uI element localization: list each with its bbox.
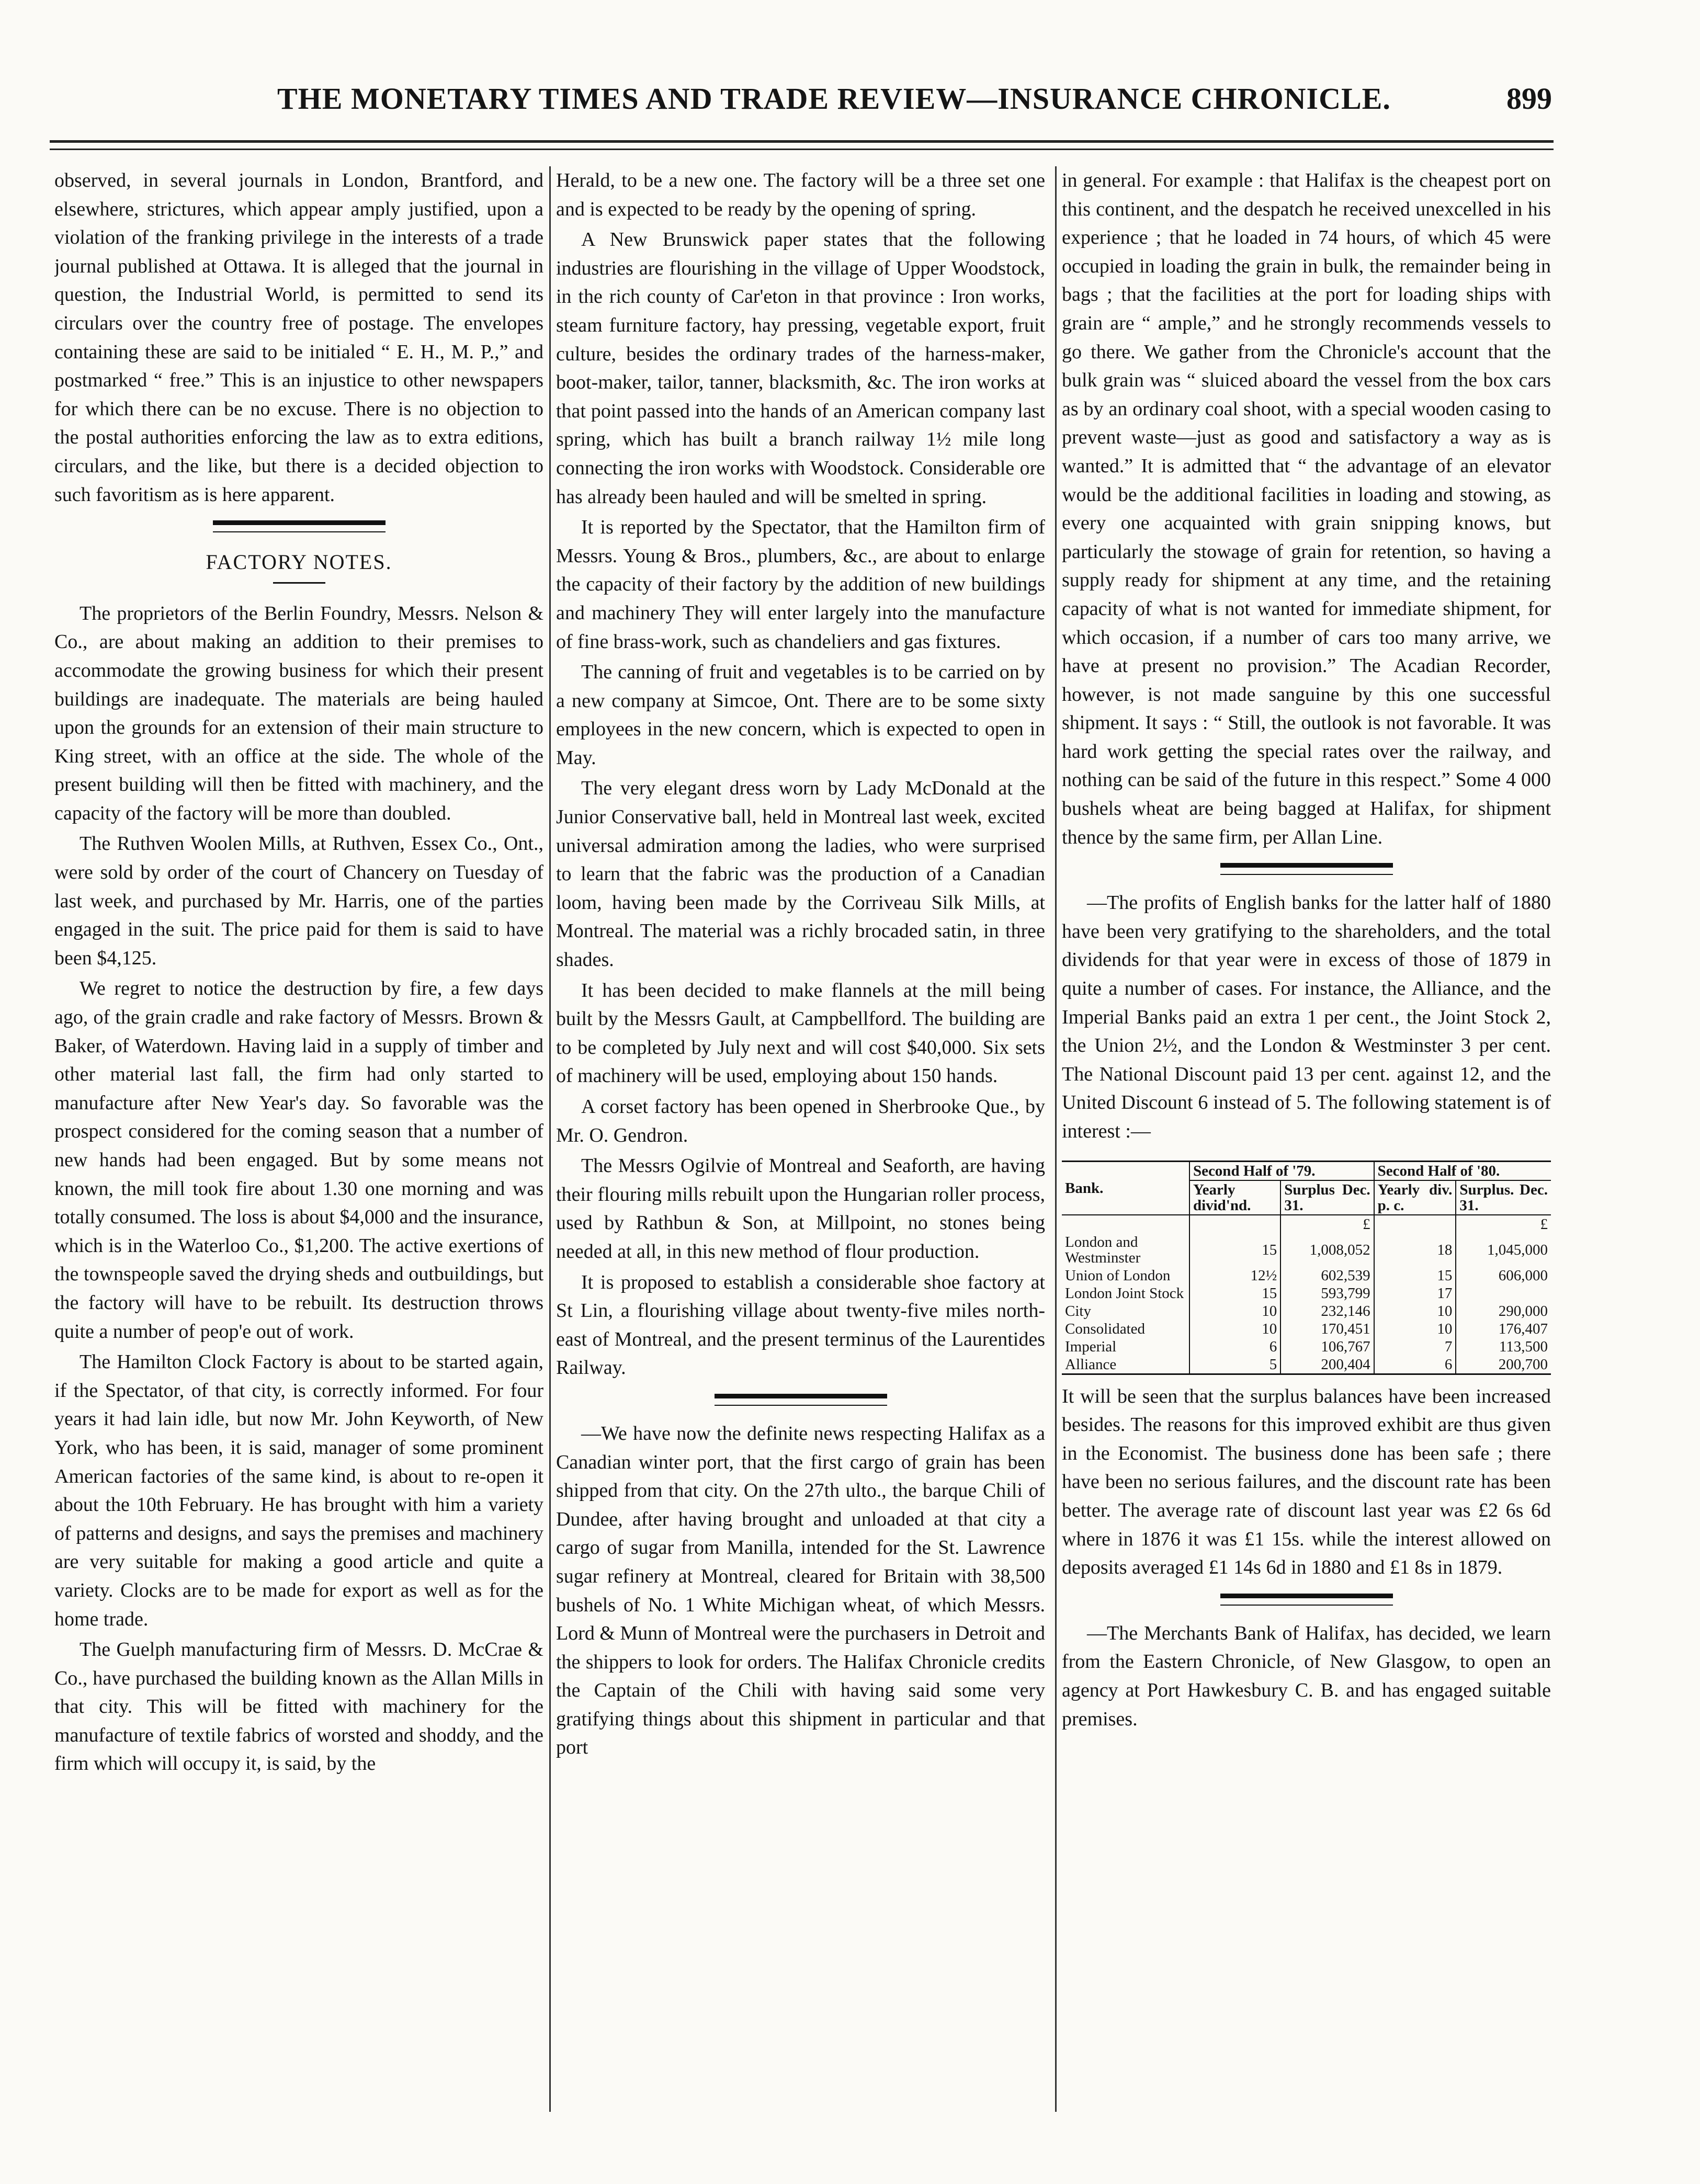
currency-symbol: £ xyxy=(1280,1215,1374,1233)
table-header-group-79: Second Half of '79. xyxy=(1189,1161,1374,1180)
article-paragraph: A New Brunswick paper states that the following industries are flourishing in the village of Upper Woodstock, in the rich county of Car'eton in that province : Iron works, steam furniture factory, hay pressing, vegetable export, fruit culture, besides the ordinary trades of the harness-maker, boot-maker, tailor, tanner, blacksmith, &c. The iron works at that point passed into the hands of an American company last spring, which has built a branch railway 1½ mile long connecting the iron works with Woodstock. Considerable ore has already been hauled and will be smelted in spring. xyxy=(556,229,1045,508)
article-paragraph: —The Merchants Bank of Halifax, has decided, we learn from the Eastern Chronicle, of New Glasgow, to open an agency at Port Hawkesbury C. B. and has engaged suitable premises. xyxy=(1062,1622,1551,1730)
section-divider xyxy=(715,1394,887,1406)
column-3 xyxy=(1062,166,1551,2133)
table-header-dividend-79: Yearly divid'nd. xyxy=(1189,1180,1280,1215)
table-cell-dividend-79: 10 xyxy=(1189,1302,1280,1320)
table-cell-surplus-79: 200,404 xyxy=(1280,1356,1374,1374)
table-cell-surplus-79: 602,539 xyxy=(1280,1267,1374,1284)
table-cell-surplus-79: 593,799 xyxy=(1280,1284,1374,1302)
table-row xyxy=(1062,1233,1551,1267)
table-cell-dividend-80: 17 xyxy=(1374,1284,1456,1302)
table-cell-bank-name: City xyxy=(1065,1302,1091,1320)
table-cell-dividend-79: 15 xyxy=(1189,1233,1280,1267)
column-1 xyxy=(54,166,543,2133)
table-cell-surplus-80 xyxy=(1456,1284,1551,1302)
table-cell-dividend-80: 18 xyxy=(1374,1233,1456,1267)
article-paragraph: The Ruthven Woolen Mills, at Ruthven, Essex Co., Ont., were sold by order of the court of Chancery on Tuesday of last week, and purchased by Mr. Harris, one of the parties engaged in the suit. The price paid for them is said to have been $4,125. xyxy=(54,833,543,969)
article-paragraph: The very elegant dress worn by Lady McDonald at the Junior Conservative ball, held in Montreal last week, excited universal admiration among the ladies, who were surprised to learn that the fabric was the production of a Canadian loom, having been made by the Corriveau Silk Mills, at Montreal. The material was a richly brocaded satin, in three shades. xyxy=(556,777,1045,971)
table-cell-dividend-80: 6 xyxy=(1374,1356,1456,1374)
table-cell-surplus-80: 290,000 xyxy=(1456,1302,1551,1320)
article-paragraph: It has been decided to make flannels at the mill being built by the Messrs Gault, at Campbellford. The building are to be completed by July next and will cost $40,000. Six sets of machinery will be used, employing about 150 hands. xyxy=(556,979,1045,1087)
table-row xyxy=(1062,1302,1551,1320)
table-row xyxy=(1062,1267,1551,1284)
table-cell-dividend-79: 10 xyxy=(1189,1320,1280,1338)
table-cell-dividend-79: 6 xyxy=(1189,1338,1280,1356)
table-cell-dividend-79: 15 xyxy=(1189,1284,1280,1302)
header-rule-top xyxy=(50,140,1554,143)
table-cell-bank-name: London and Westminster xyxy=(1065,1233,1141,1266)
table-cell-surplus-79: 1,008,052 xyxy=(1280,1233,1374,1267)
page-title: THE MONETARY TIMES AND TRADE REVIEW—INSURANCE CHRONICLE. xyxy=(277,82,1391,116)
article-paragraph: It will be seen that the surplus balances have been increased besides. The reasons for this improved exhibit are thus given in the Economist. The business done has been safe ; there have been no serious failures, and the discount rate has been better. The average rate of discount last year was £2 6s 6d where in 1876 it was £1 15s. while the interest allowed on deposits averaged £1 14s 6d in 1880 and £1 8s in 1879. xyxy=(1062,1385,1551,1579)
table-header-bank: Bank. xyxy=(1062,1161,1189,1215)
table-cell-dividend-80: 10 xyxy=(1374,1302,1456,1320)
article-paragraph: Herald, to be a new one. The factory will be a three set one and is expected to be ready by the opening of spring. xyxy=(556,169,1045,220)
table-cell-surplus-80: 200,700 xyxy=(1456,1356,1551,1374)
section-divider xyxy=(213,520,386,532)
column-divider-2 xyxy=(1055,166,1057,2112)
article-paragraph: in general. For example : that Halifax is the cheapest port on this continent, and the despatch he received unexcelled in his experience ; that he loaded in 74 hours, of which 45 were occupied in loading the grain in bulk, the remainder being in bags ; that the facilities at the port for loading ships with grain are “ ample,” and he strongly recommends vessels to go there. We gather from the Chronicle's account that the bulk grain was “ sluiced aboard the vessel from the box cars as by an ordinary coal shoot, with a special wooden casing to prevent waste—just as good and satisfactory a way as is wanted.” It is admitted that “ the advantage of an elevator would be the additional facilities in loading and stowing, as every one acquainted with grain snipping knows, but particularly the stowage of grain for retention, so having a supply ready for shipment at any time, and the retaining capacity of what is not wanted for immediate shipment, for which occasion, if a number of cars too many arrive, we have at present no provision.” The Acadian Recorder, however, is not made sanguine by this one successful shipment. It says : “ Still, the outlook is not favorable. It was hard work getting the special rates over the railway, and nothing can be said of the future in this respect.” Some 4 000 bushels wheat are being bagged at Halifax, for shipment thence by the same firm, per Allan Line. xyxy=(1062,169,1551,848)
table-cell-bank-name: Union of London xyxy=(1065,1267,1171,1284)
section-heading: FACTORY NOTES. xyxy=(206,550,392,574)
table-cell-dividend-80: 15 xyxy=(1374,1267,1456,1284)
heading-underline xyxy=(273,582,325,584)
table-cell-bank-name: Imperial xyxy=(1065,1338,1117,1355)
table-cell-dividend-79: 12½ xyxy=(1189,1267,1280,1284)
table-cell-surplus-79: 106,767 xyxy=(1280,1338,1374,1356)
article-paragraph: —We have now the definite news respecting Halifax as a Canadian winter port, that the first cargo of grain has been shipped from that city. On the 27th ulto., the barque Chili of Dundee, after having brought and unloaded at that city a cargo of sugar from Manilla, intended for the St. Lawrence sugar refinery at Montreal, cleared for Britain with 38,500 bushels of No. 1 White Michigan wheat, of which Messrs. Lord & Munn of Montreal were the purchasers in Detroit and the shippers to look for orders. The Halifax Chronicle credits the Captain of the Chili with having said some very gratifying things about this shipment in particular and that port xyxy=(556,1422,1045,1759)
table-row xyxy=(1062,1356,1551,1374)
article-paragraph: It is reported by the Spectator, that the Hamilton firm of Messrs. Young & Bros., plumbers, &c., are about to enlarge the capacity of their factory by the addition of new buildings and machinery They will enter largely into the manufacture of fine brass-work, such as chandeliers and gas fixtures. xyxy=(556,516,1045,653)
article-paragraph: The Hamilton Clock Factory is about to be started again, if the Spectator, of that city, is correctly informed. For four years it had lain idle, but now Mr. John Keyworth, of New York, who has been, it is said, manager of some prominent American factories of the same kind, is about to re-open it about the 10th February. He has brought with him a variety of patterns and designs, and says the premises and machinery are very suitable for making a good article and quite a variety. Clocks are to be made for export as well as for the home trade. xyxy=(54,1351,543,1630)
table-header-group-80: Second Half of '80. xyxy=(1374,1161,1551,1180)
table-cell-surplus-79: 232,146 xyxy=(1280,1302,1374,1320)
table-cell-bank-name: Alliance xyxy=(1062,1356,1189,1374)
table-cell-surplus-80: 606,000 xyxy=(1456,1267,1551,1284)
article-paragraph: The Messrs Ogilvie of Montreal and Seaforth, are having their flouring mills rebuilt upon the Hungarian roller process, used by Rathbun & Son, at Millpoint, no stones being needed at all, in this new method of flour production. xyxy=(556,1155,1045,1262)
article-paragraph: The canning of fruit and vegetables is to be carried on by a new company at Simcoe, Ont. There are to be some sixty employees in the new concern, which is expected to open in May. xyxy=(556,661,1045,769)
table-cell-surplus-80: 1,045,000 xyxy=(1456,1233,1551,1267)
table-cell-dividend-80: 10 xyxy=(1374,1320,1456,1338)
table-cell-surplus-80: 113,500 xyxy=(1456,1338,1551,1356)
article-paragraph: observed, in several journals in London, Brantford, and elsewhere, strictures, which appear amply justified, upon a violation of the franking privilege in the interests of a trade journal published at Ottawa. It is alleged that the journal in question, the Industrial World, is permitted to send its circulars over the country free of postage. The envelopes containing these are said to be initialed “ E. H., M. P.,” and postmarked “ free.” This is an injustice to other newspapers for which there can be no excuse. There is no objection to the postal authorities enforcing the law as to extra editions, circulars, and the like, but there is a decided objection to such favoritism as is here apparent. xyxy=(54,169,543,506)
article-paragraph: A corset factory has been opened in Sherbrooke Que., by Mr. O. Gendron. xyxy=(556,1096,1045,1146)
table-cell-surplus-80: 176,407 xyxy=(1456,1320,1551,1338)
column-divider-1 xyxy=(549,166,551,2112)
table-row xyxy=(1062,1320,1551,1338)
column-2 xyxy=(556,166,1045,2133)
table-cell-dividend-80: 7 xyxy=(1374,1338,1456,1356)
article-paragraph: We regret to notice the destruction by fire, a few days ago, of the grain cradle and rake factory of Messrs. Brown & Baker, of Waterdown. Having laid in a supply of timber and other material last fall, the firm had only started to manufacture after New Year's day. So favorable was the prospect considered for the coming season that a number of new hands had been engaged. But by some means not known, the mill took fire about 1.30 one morning and was totally consumed. The loss is about $4,000 and the insurance, which is in the Waterloo Co., $1,200. The active exertions of the townspeople saved the drying sheds and outbuildings, but the factory will have to be rebuilt. Its destruction throws quite a number of peop'e out of work. xyxy=(54,977,543,1343)
table-header-dividend-80: Yearly div. p. c. xyxy=(1374,1180,1456,1215)
article-paragraph: —The profits of English banks for the latter half of 1880 have been very gratifying to the shareholders, and the total dividends for that year were in excess of those of 1879 in quite a number of cases. For instance, the Alliance, and the Imperial Banks paid an extra 1 per cent., the Joint Stock 2, the Union 2½, and the London & Westminster 3 per cent. The National Discount paid 13 per cent. against 12, and the United Discount 6 instead of 5. The following statement is of interest :— xyxy=(1062,892,1551,1142)
header-rule-bottom xyxy=(50,149,1554,150)
article-paragraph: The Guelph manufacturing firm of Messrs. D. McCrae & Co., have purchased the building known as the Allan Mills in that city. This will be fitted with machinery for the manufacture of textile fabrics of worsted and shoddy, and the firm which will occupy it, is said, by the xyxy=(54,1639,543,1775)
table-cell-bank-name: Consolidated xyxy=(1065,1320,1146,1337)
article-paragraph: The proprietors of the Berlin Foundry, Messrs. Nelson & Co., are about making an addition to their premises to accommodate the growing business for which their present buildings are inadequate. The materials are being hauled upon the grounds for an extension of their main structure to King street, with an office at the side. The whole of the present building will then be fitted with machinery, and the capacity of the factory will be more than doubled. xyxy=(54,602,543,824)
currency-symbol: £ xyxy=(1456,1215,1551,1233)
table-row xyxy=(1062,1284,1551,1302)
table-header-surplus-79: Surplus Dec. 31. xyxy=(1280,1180,1374,1215)
table-cell-dividend-79: 5 xyxy=(1189,1356,1280,1374)
bank-dividends-table xyxy=(1062,1161,1551,1375)
page-number: 899 xyxy=(1506,82,1552,116)
table-cell-bank-name: London Joint Stock xyxy=(1065,1284,1184,1302)
table-row xyxy=(1062,1338,1551,1356)
table-cell-surplus-79: 170,451 xyxy=(1280,1320,1374,1338)
article-paragraph: It is proposed to establish a considerable shoe factory at St Lin, a flourishing village about twenty-five miles north-east of Montreal, and the present terminus of the Laurentides Railway. xyxy=(556,1271,1045,1379)
section-divider xyxy=(1220,863,1393,875)
table-header-surplus-80: Surplus. Dec. 31. xyxy=(1456,1180,1551,1215)
page-header xyxy=(0,81,1700,128)
section-divider xyxy=(1220,1594,1393,1606)
